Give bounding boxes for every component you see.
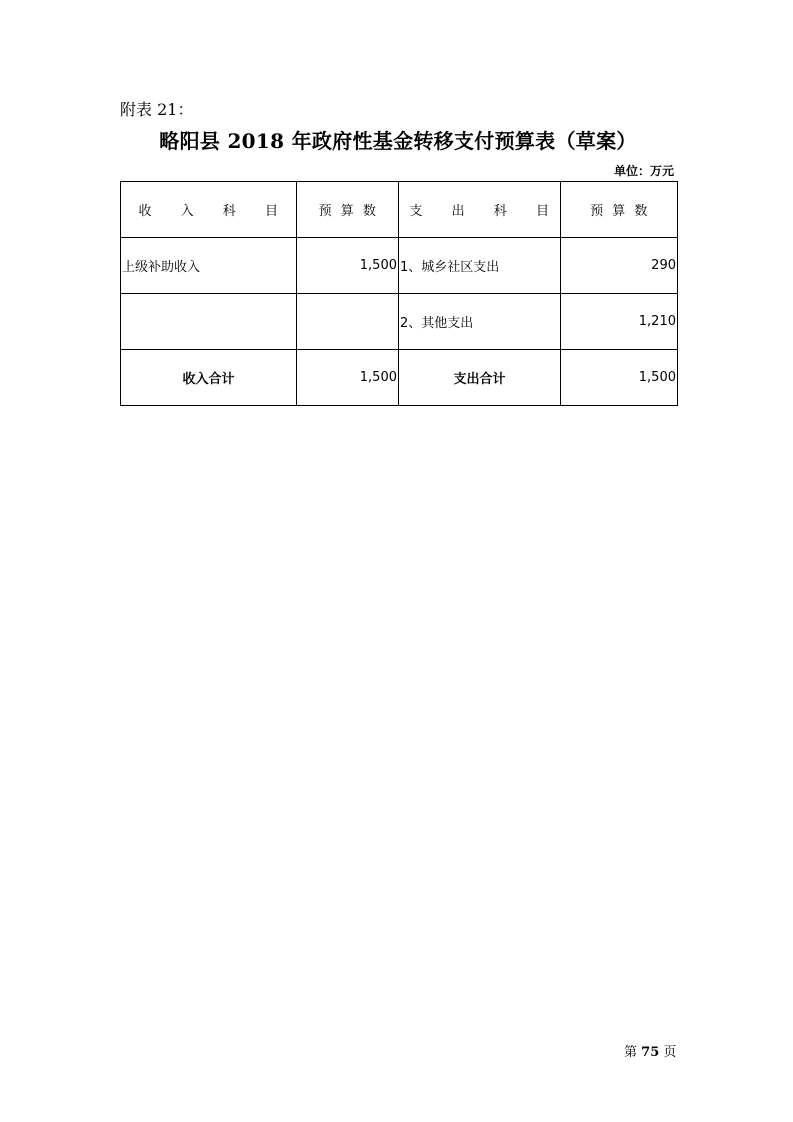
table-row	[121, 238, 678, 294]
table-row	[121, 294, 678, 350]
totals-row	[121, 350, 678, 406]
income-total-label: 收入合计	[121, 350, 297, 406]
income-total-value: 1,500	[297, 350, 399, 406]
page-number-suffix: 页	[663, 1045, 677, 1060]
page-number	[624, 1041, 676, 1060]
page-title: 略阳县 2018 年政府性基金转移支付预算表（草案）	[159, 129, 637, 153]
income-item-cell: 上级补助收入	[121, 238, 297, 294]
page-number-value: 75	[641, 1045, 660, 1060]
expense-item-cell: 1、城乡社区支出	[399, 238, 561, 294]
expense-budget-cell: 290	[561, 238, 678, 294]
column-header-expense-item: 支 出 科 目	[399, 182, 561, 238]
income-budget-cell: 1,500	[297, 238, 399, 294]
budget-table	[120, 181, 678, 406]
income-item-cell	[121, 294, 297, 350]
column-header-expense-budget: 预 算 数	[561, 182, 678, 238]
unit-label: 单位：万元	[613, 164, 674, 178]
column-header-income-item: 收 入 科 目	[121, 182, 297, 238]
income-budget-cell	[297, 294, 399, 350]
expense-total-label: 支出合计	[399, 350, 561, 406]
column-header-income-budget: 预 算 数	[297, 182, 399, 238]
appendix-label: 附表 21：	[120, 100, 194, 119]
table-header-row	[121, 182, 678, 238]
expense-item-cell: 2、其他支出	[399, 294, 561, 350]
expense-budget-cell: 1,210	[561, 294, 678, 350]
expense-total-value: 1,500	[561, 350, 678, 406]
page-number-prefix: 第	[624, 1045, 638, 1060]
